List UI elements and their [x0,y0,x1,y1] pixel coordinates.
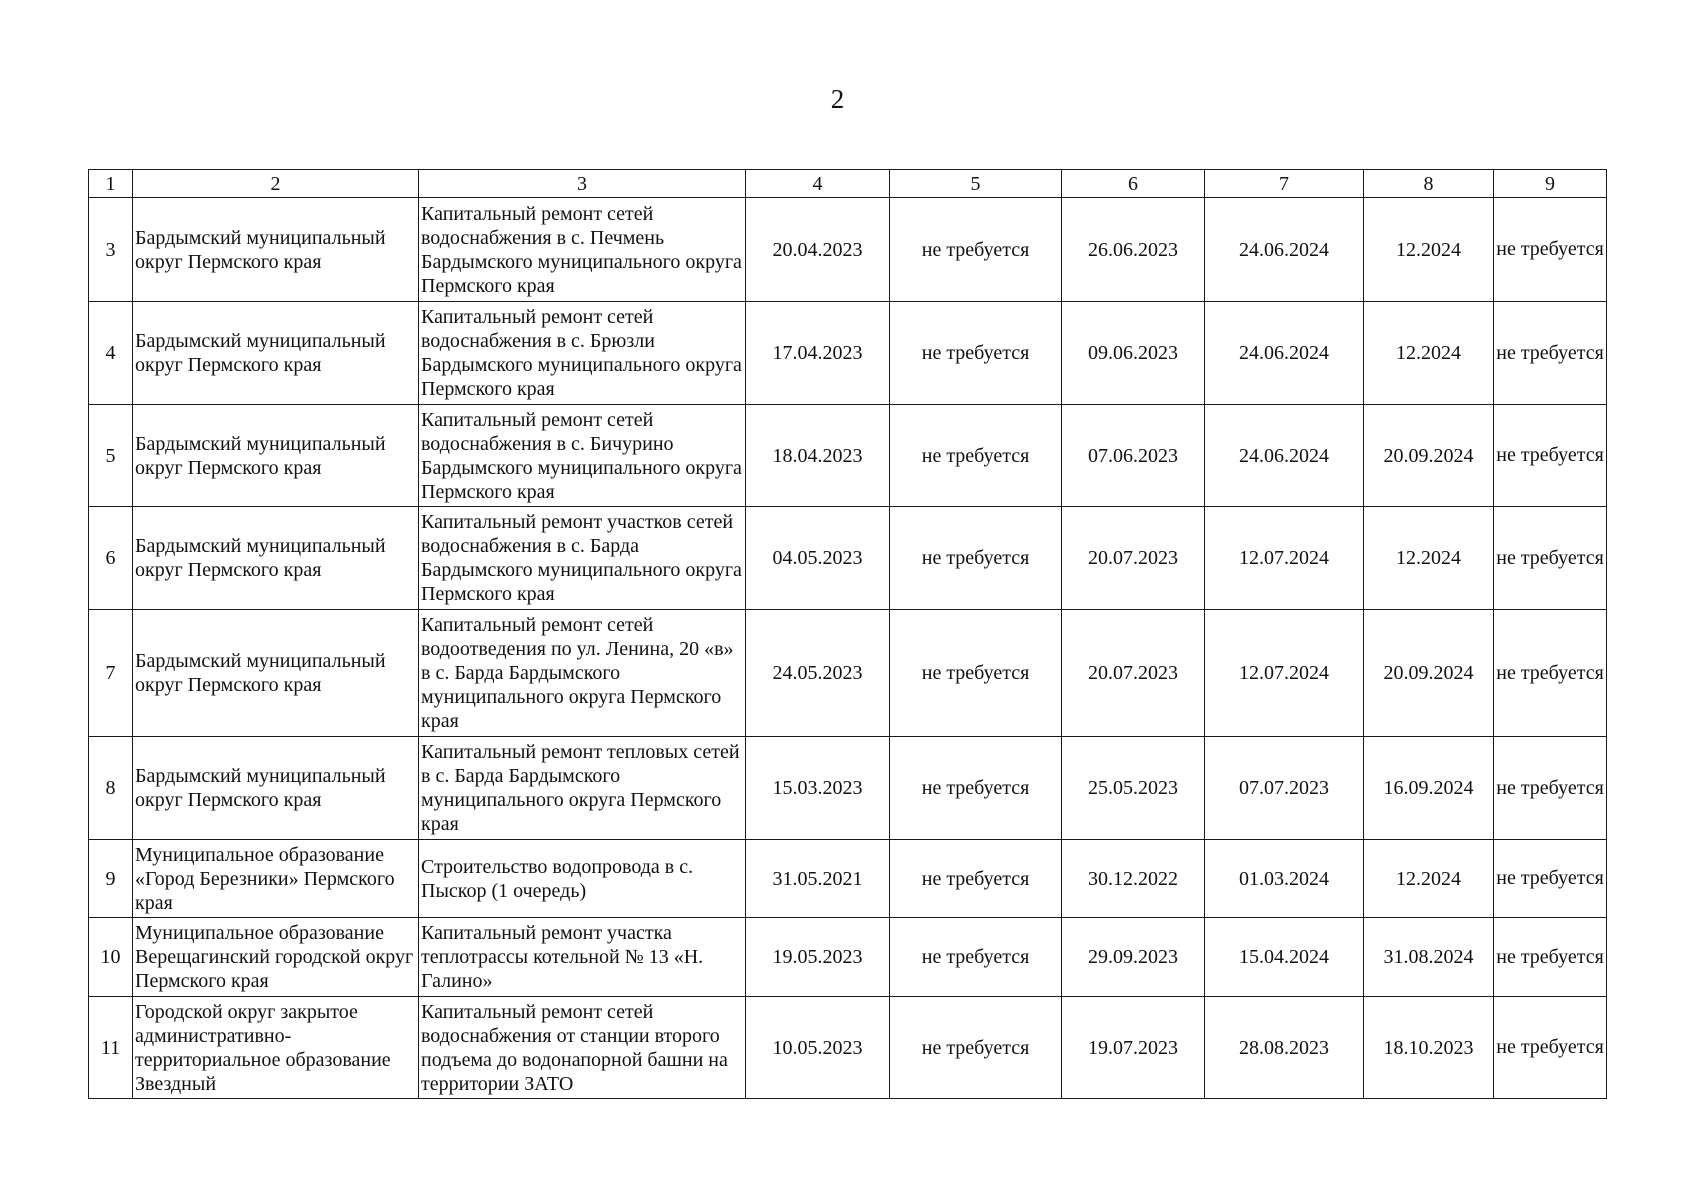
date-cell: 12.2024 [1364,198,1494,302]
status-cell: не требуется [1494,610,1607,737]
status-cell: не требуется [1494,737,1607,840]
column-header: 8 [1364,170,1494,198]
date-cell: 24.06.2024 [1205,198,1364,302]
date-cell: 31.08.2024 [1364,918,1494,997]
row-number: 4 [89,302,133,405]
status-cell: не требуется [890,840,1062,918]
status-cell: не требуется [1494,507,1607,610]
date-cell: 24.06.2024 [1205,302,1364,405]
status-cell: не требуется [1494,918,1607,997]
table-row [89,997,1607,1099]
status-cell: не требуется [890,302,1062,405]
date-cell: 19.07.2023 [1062,997,1205,1099]
date-cell: 12.07.2024 [1205,507,1364,610]
object-cell: Капитальный ремонт участка теплотрассы котельной № 13 «Н. Галино» [419,918,746,997]
municipality-cell: Бардымский муниципальный округ Пермского края [133,405,419,507]
municipality-cell: Бардымский муниципальный округ Пермского края [133,507,419,610]
table-row [89,918,1607,997]
date-cell: 09.06.2023 [1062,302,1205,405]
date-cell: 29.09.2023 [1062,918,1205,997]
date-cell: 12.07.2024 [1205,610,1364,737]
status-cell: не требуется [1494,302,1607,405]
table-row [89,302,1607,405]
municipality-cell: Городской округ закрытое административно-территориальное образование Звездный [133,997,419,1099]
date-cell: 01.03.2024 [1205,840,1364,918]
row-number: 5 [89,405,133,507]
table-row [89,840,1607,918]
column-header: 9 [1494,170,1607,198]
header-row [89,170,1607,198]
date-cell: 24.05.2023 [746,610,890,737]
date-cell: 20.09.2024 [1364,405,1494,507]
municipality-cell: Бардымский муниципальный округ Пермского края [133,198,419,302]
date-cell: 12.2024 [1364,840,1494,918]
date-cell: 16.09.2024 [1364,737,1494,840]
date-cell: 18.10.2023 [1364,997,1494,1099]
status-cell: не требуется [890,997,1062,1099]
row-number: 11 [89,997,133,1099]
column-header: 6 [1062,170,1205,198]
date-cell: 19.05.2023 [746,918,890,997]
date-cell: 12.2024 [1364,302,1494,405]
date-cell: 17.04.2023 [746,302,890,405]
date-cell: 26.06.2023 [1062,198,1205,302]
municipality-cell: Муниципальное образование Верещагинский городской округ Пермского края [133,918,419,997]
row-number: 7 [89,610,133,737]
table-body [89,170,1607,1099]
municipality-cell: Бардымский муниципальный округ Пермского края [133,610,419,737]
table-row [89,405,1607,507]
column-header: 3 [419,170,746,198]
object-cell: Капитальный ремонт сетей водоснабжения в с. Брюзли Бардымского муниципального округа Пермского края [419,302,746,405]
date-cell: 24.06.2024 [1205,405,1364,507]
table-row [89,610,1607,737]
status-cell: не требуется [890,737,1062,840]
page-number: 2 [830,84,845,114]
date-cell: 10.05.2023 [746,997,890,1099]
row-number: 10 [89,918,133,997]
status-cell: не требуется [890,198,1062,302]
municipality-cell: Муниципальное образование «Город Березники» Пермского края [133,840,419,918]
date-cell: 30.12.2022 [1062,840,1205,918]
date-cell: 07.06.2023 [1062,405,1205,507]
object-cell: Капитальный ремонт сетей водоснабжения от станции второго подъема до водонапорной башни на территории ЗАТО [419,997,746,1099]
status-cell: не требуется [890,610,1062,737]
object-cell: Капитальный ремонт сетей водоотведения по ул. Ленина, 20 «в» в с. Барда Бардымского муниципального округа Пермского края [419,610,746,737]
date-cell: 25.05.2023 [1062,737,1205,840]
column-header: 5 [890,170,1062,198]
date-cell: 12.2024 [1364,507,1494,610]
row-number: 9 [89,840,133,918]
date-cell: 15.03.2023 [746,737,890,840]
date-cell: 18.04.2023 [746,405,890,507]
column-header: 1 [89,170,133,198]
row-number: 3 [89,198,133,302]
status-cell: не требуется [890,405,1062,507]
status-cell: не требуется [1494,405,1607,507]
status-cell: не требуется [1494,997,1607,1099]
row-number: 6 [89,507,133,610]
date-cell: 04.05.2023 [746,507,890,610]
column-header: 7 [1205,170,1364,198]
date-cell: 07.07.2023 [1205,737,1364,840]
table-row [89,737,1607,840]
column-header: 2 [133,170,419,198]
schedule-table [88,169,1607,1099]
date-cell: 20.04.2023 [746,198,890,302]
municipality-cell: Бардымский муниципальный округ Пермского края [133,302,419,405]
date-cell: 20.09.2024 [1364,610,1494,737]
date-cell: 28.08.2023 [1205,997,1364,1099]
object-cell: Капитальный ремонт участков сетей водоснабжения в с. Барда Бардымского муниципального округа Пермского края [419,507,746,610]
object-cell: Капитальный ремонт сетей водоснабжения в с. Печмень Бардымского муниципального округа Пермского края [419,198,746,302]
status-cell: не требуется [890,507,1062,610]
date-cell: 15.04.2024 [1205,918,1364,997]
object-cell: Капитальный ремонт сетей водоснабжения в с. Бичурино Бардымского муниципального округа Пермского края [419,405,746,507]
date-cell: 20.07.2023 [1062,610,1205,737]
municipality-cell: Бардымский муниципальный округ Пермского края [133,737,419,840]
date-cell: 31.05.2021 [746,840,890,918]
object-cell: Капитальный ремонт тепловых сетей в с. Барда Бардымского муниципального округа Пермского края [419,737,746,840]
row-number: 8 [89,737,133,840]
status-cell: не требуется [1494,198,1607,302]
status-cell: не требуется [1494,840,1607,918]
date-cell: 20.07.2023 [1062,507,1205,610]
status-cell: не требуется [890,918,1062,997]
object-cell: Строительство водопровода в с. Пыскор (1 очередь) [419,840,746,918]
table-row [89,507,1607,610]
table-row [89,198,1607,302]
column-header: 4 [746,170,890,198]
